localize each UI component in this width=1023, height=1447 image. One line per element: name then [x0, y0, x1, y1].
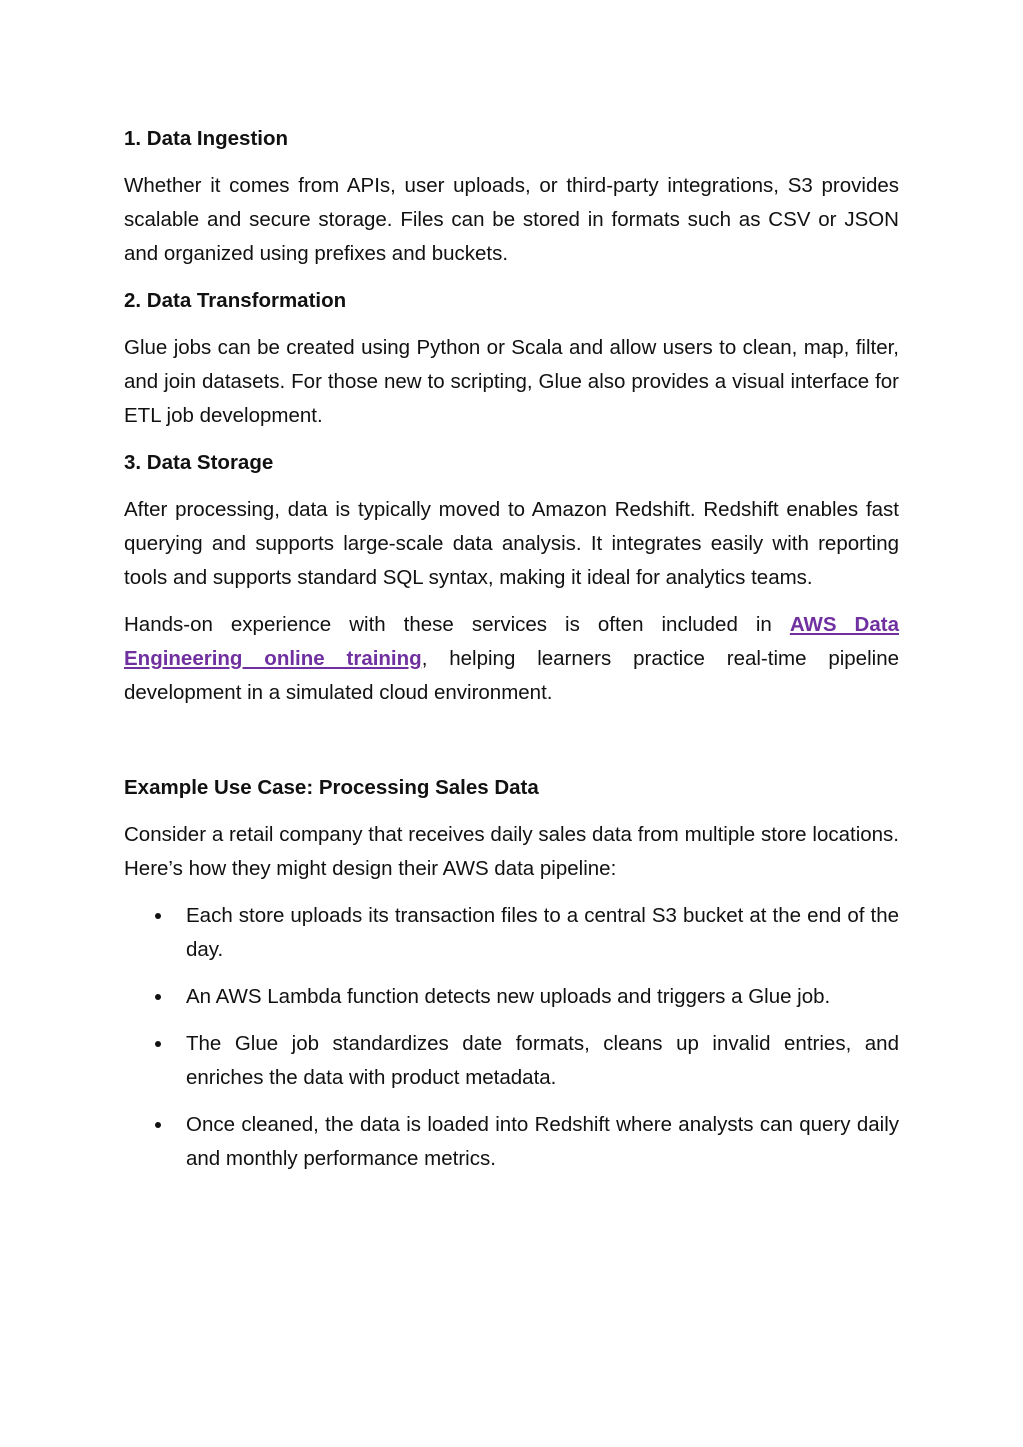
list-item-text: Once cleaned, the data is loaded into Redshift where analysts can query daily and monthly performance metrics.	[186, 1113, 899, 1170]
list-item	[124, 980, 899, 1014]
list-item	[124, 1108, 899, 1176]
section-body-data-transformation: Glue jobs can be created using Python or Scala and allow users to clean, map, filter, and join datasets. For those new to scripting, Glue also provides a visual interface for ETL job development.	[124, 336, 899, 427]
bullet-icon	[155, 1122, 161, 1128]
list-item	[124, 899, 899, 967]
bullet-icon	[155, 994, 161, 1000]
section-spacer	[124, 723, 899, 771]
use-case-bullet-list	[124, 899, 899, 1176]
section-heading-data-transformation: 2. Data Transformation	[124, 289, 347, 312]
training-paragraph	[124, 608, 899, 710]
aws-data-engineering-training-link[interactable]: AWS Data Engineering online training	[124, 613, 899, 670]
list-item	[124, 1027, 899, 1095]
training-text-before: Hands-on experience with these services is often included in	[124, 613, 790, 636]
section-heading-data-ingestion: 1. Data Ingestion	[124, 127, 289, 150]
use-case-heading: Example Use Case: Processing Sales Data	[124, 776, 539, 799]
section-body-data-storage: After processing, data is typically moved to Amazon Redshift. Redshift enables fast querying and supports large-scale data analysis. It integrates easily with reporting tools and supports standard SQL syntax, making it ideal for analytics teams.	[124, 498, 899, 589]
document-page	[124, 122, 899, 1189]
list-item-text: The Glue job standardizes date formats, cleans up invalid entries, and enriches the data with product metadata.	[186, 1032, 899, 1089]
bullet-icon	[155, 913, 161, 919]
bullet-icon	[155, 1041, 161, 1047]
section-heading-data-storage: 3. Data Storage	[124, 451, 274, 474]
list-item-text: An AWS Lambda function detects new uploads and triggers a Glue job.	[186, 985, 831, 1008]
training-text-after: , helping learners practice real-time pipeline development in a simulated cloud environment.	[124, 647, 899, 704]
section-body-data-ingestion: Whether it comes from APIs, user uploads, or third-party integrations, S3 provides scalable and secure storage. Files can be stored in formats such as CSV or JSON and organized using prefixes and buckets.	[124, 174, 899, 265]
use-case-intro: Consider a retail company that receives daily sales data from multiple store locations. Here’s how they might design their AWS data pipeline:	[124, 823, 899, 880]
list-item-text: Each store uploads its transaction files to a central S3 bucket at the end of the day.	[186, 904, 899, 961]
